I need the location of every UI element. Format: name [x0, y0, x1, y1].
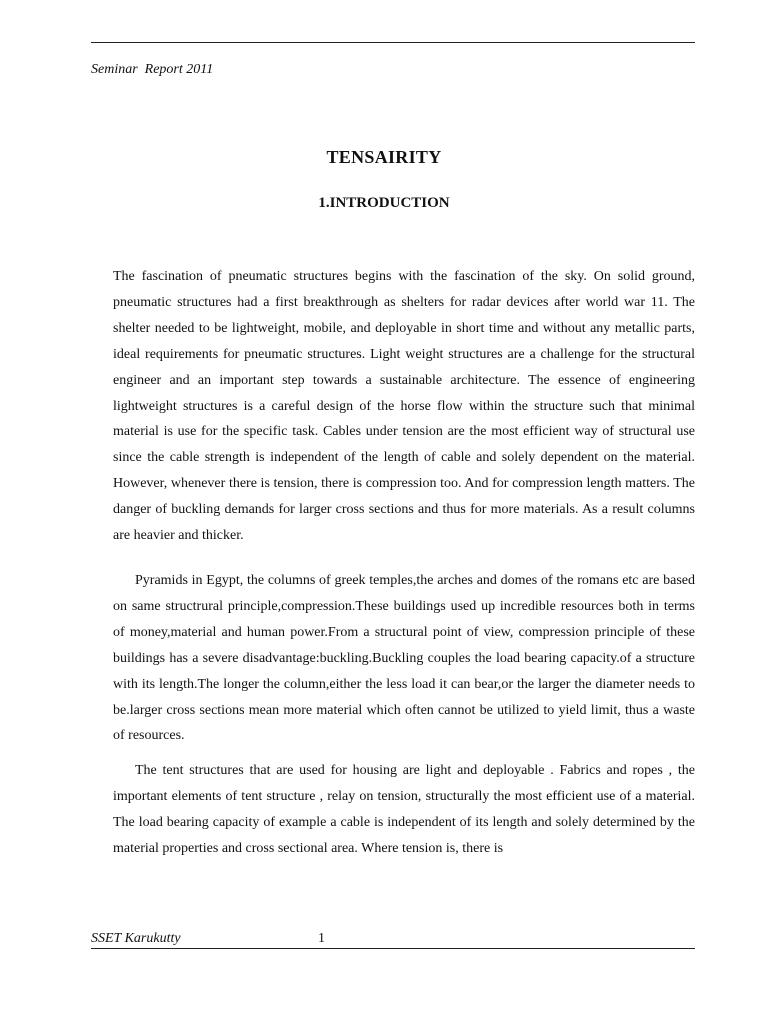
- section-heading: 1.INTRODUCTION: [318, 195, 450, 211]
- footer-rule: [91, 948, 695, 949]
- page-number: 1: [318, 931, 325, 946]
- header-rule: [91, 42, 695, 43]
- running-header: Seminar Report 2011: [91, 62, 214, 77]
- body-paragraph-2: Pyramids in Egypt, the columns of greek temples,the arches and domes of the romans etc are based on same structrural principle,compression.These buildings used up incredible resources both in terms of money,material and human power.From a structural point of view, compression principle of these buildings has a severe disadvantage:buckling.Buckling couples the load bearing capacity.of a structure with its length.The longer the column,either the less load it can bear,or the larger the diameter needs to be.larger cross sections mean more material which often cannot be utilized to yield limit, thus a waste of resources.: [113, 573, 695, 744]
- body-paragraph-1: The fascination of pneumatic structures begins with the fascination of the sky. On solid ground, pneumatic structures had a first breakthrough as shelters for radar devices after world war 11. The shelter needed to be lightweight, mobile, and deployable in short time and without any metallic parts, ideal requirements for pneumatic structures. Light weight structures are a challenge for the structural engineer and an important step towards a sustainable architecture. The essence of engineering lightweight structures is a careful design of the horse flow within the structure such that minimal material is use for the specific task. Cables under tension are the most efficient way of structural use since the cable strength is independent of the length of cable and solely dependent on the material. However, whenever there is tension, there is compression too. And for compression length matters. The danger of buckling demands for larger cross sections and thus for more materials. As a result columns are heavier and thicker.: [113, 269, 695, 544]
- footer-institution: SSET Karukutty: [91, 931, 181, 946]
- document-title: TENSAIRITY: [326, 147, 442, 167]
- body-paragraph-3: The tent structures that are used for housing are light and deployable . Fabrics and ropes , the important elements of tent structure , relay on tension, structurally the most efficient use of a material. The load bearing capacity of example a cable is independent of its length and solely determined by the material properties and cross sectional area. Where tension is, there is: [113, 763, 695, 856]
